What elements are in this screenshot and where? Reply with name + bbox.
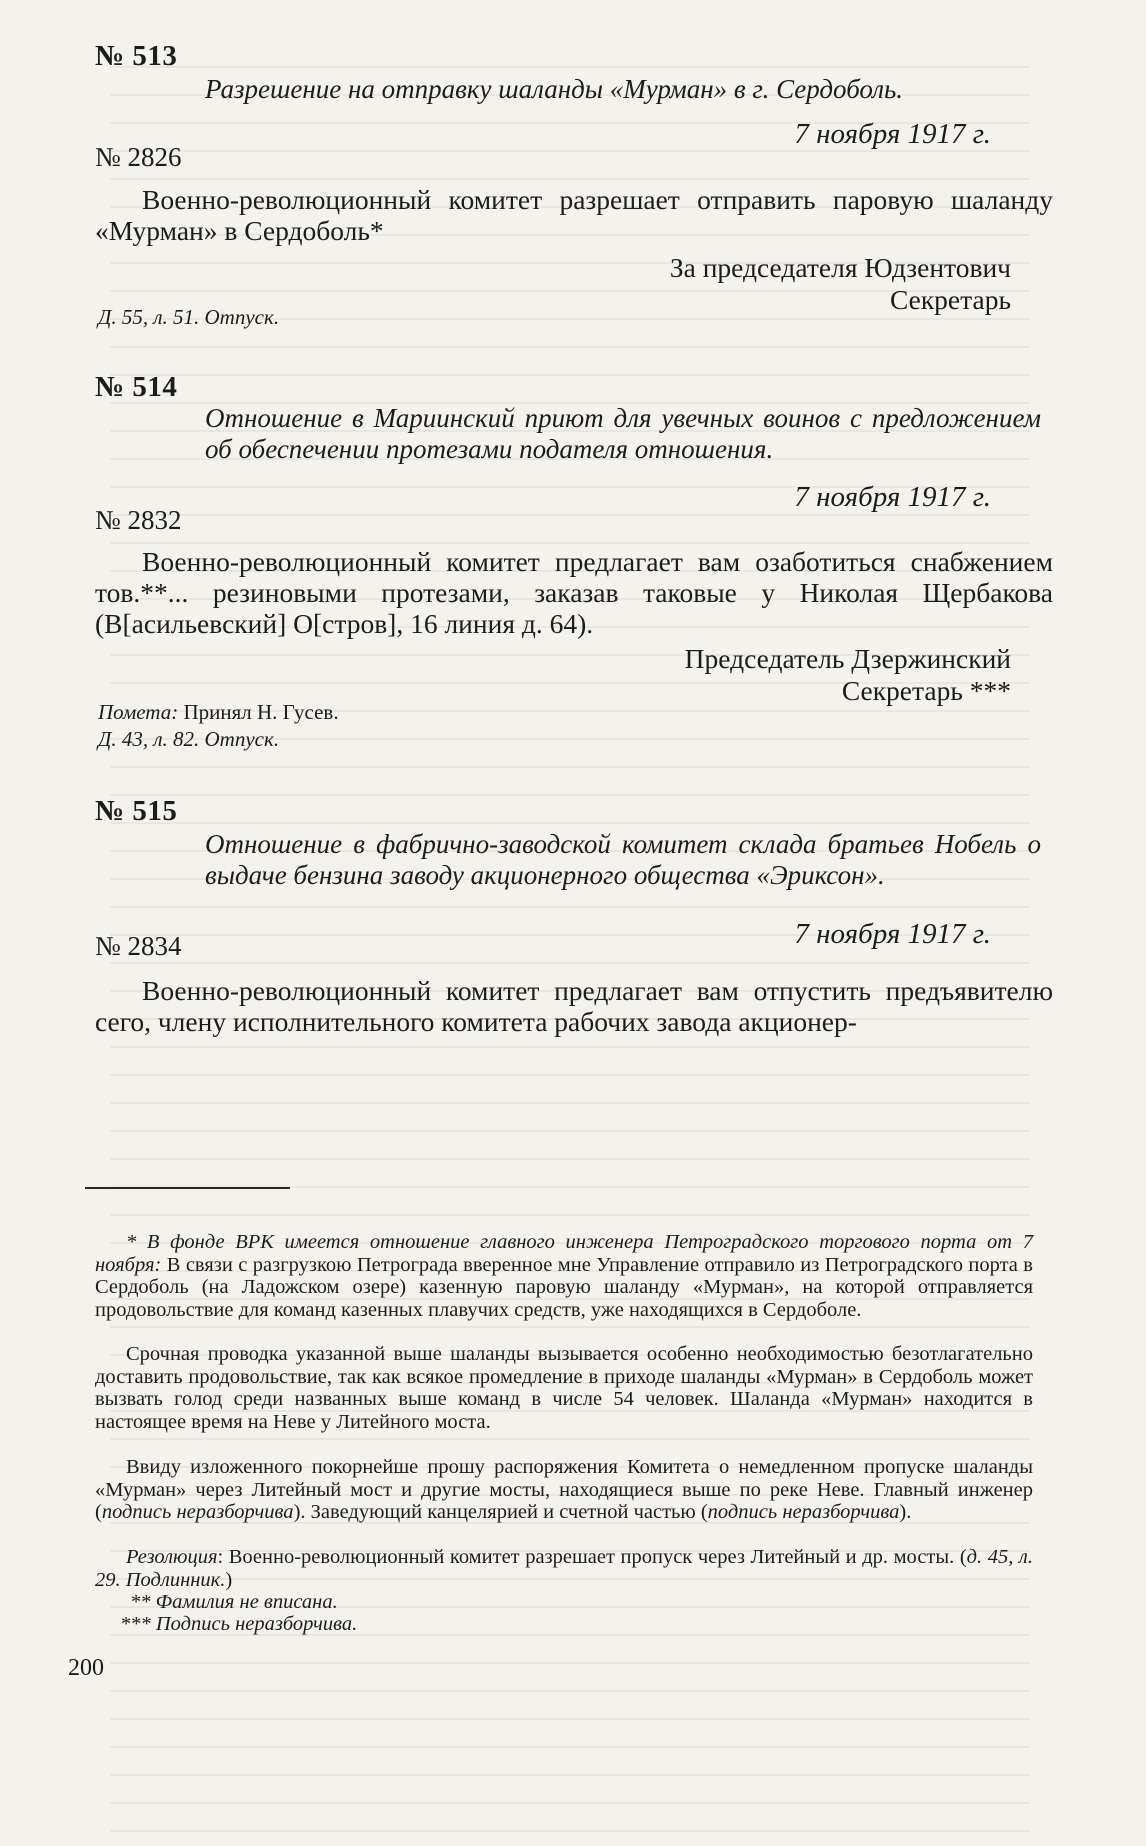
doc-515-date: 7 ноября 1917 г. <box>794 918 991 950</box>
doc-514-date: 7 ноября 1917 г. <box>794 481 991 513</box>
doc-513-signature <box>670 252 1011 316</box>
doc-513-body: Военно-революционный комитет разрешает отправить паровую шаланду «Мурман» в Сердоболь* <box>95 184 1053 246</box>
doc-515-body: Военно-революционный комитет предлагает вам отпустить предъявителю сего, члену исполнительного комитета рабочих завода акционер- <box>95 975 1053 1037</box>
doc-514-mark-label: Помета: <box>98 700 179 724</box>
doc-514-reg-number: № 2832 <box>95 505 182 535</box>
doc-513-sig-chair: За председателя Юдзентович <box>669 252 1011 283</box>
resolution-end: ) <box>225 1568 233 1591</box>
doc-513-reg-number: № 2826 <box>95 142 182 172</box>
doc-513-date: 7 ноября 1917 г. <box>794 118 991 150</box>
footnote-1-p3-illegible-2: подпись неразборчива <box>707 1501 900 1523</box>
doc-514-title: Отношение в Мариинский приют для увечных воинов с предложением об обеспечении протезами подателя отношения. <box>205 403 1041 464</box>
footnote-1-paragraph-3 <box>95 1456 1033 1524</box>
footnote-1-p3-text-b: ). Заведующий канцелярией и счетной частью ( <box>293 1501 708 1523</box>
doc-515-number: № 515 <box>95 795 178 827</box>
doc-514-sig-chair: Председатель Дзержинский <box>684 643 1011 674</box>
footnote-1-paragraph-2: Срочная проводка указанной выше шаланды вызывается особенно необходимостью безотлагательно доставить продовольствие, так как всякое промедление в приходе шаланды «Мурман» в Сердоболь может вызвать голод среди названных выше команд в числе 54 человек. Шаланда «Мурман» находится в настоящее время на Неве у Литейного моста. <box>95 1343 1033 1433</box>
footnote-2: ** Фамилия не вписана. <box>130 1591 338 1613</box>
resolution-label: Резолюция <box>126 1546 218 1568</box>
doc-513-number: № 513 <box>95 40 178 72</box>
footnote-1-p3-illegible-1: подпись неразборчива <box>101 1501 294 1523</box>
resolution-source: д. 45, л. 29. Подлинник. <box>95 1546 1033 1591</box>
doc-514-number: № 514 <box>95 371 178 403</box>
doc-515-title: Отношение в фабрично-заводской комитет склада братьев Нобель о выдаче бензина заводу акционерного общества «Эриксон». <box>205 829 1041 890</box>
resolution-text: : Военно-революционный комитет разрешает пропуск через Литейный и др. мосты. ( <box>217 1546 967 1568</box>
doc-514-body: Военно-революционный комитет предлагает вам озаботиться снабжением тов.**... резиновыми протезами, заказав таковые у Николая Щербакова (В[асильевский] О[стров], 16 линия д. 64). <box>95 546 1053 639</box>
page-number: 200 <box>68 1655 104 1681</box>
doc-513-title: Разрешение на отправку шаланды «Мурман» в г. Сердоболь. <box>205 74 904 104</box>
footnote-1-p3-text-c: ). <box>899 1501 912 1523</box>
footnote-1-intro: * В фонде ВРК имеется отношение главного инженера Петроградского торгового порта от 7 ноября: <box>95 1231 1033 1276</box>
footnote-1-resolution <box>95 1546 1033 1591</box>
doc-515-reg-number: № 2834 <box>95 931 182 961</box>
footnote-3: *** Подпись неразборчива. <box>120 1613 358 1635</box>
doc-513-sig-secretary: Секретарь <box>889 284 1011 315</box>
doc-514-mark <box>98 700 339 725</box>
doc-514-signature <box>685 643 1011 707</box>
doc-514-mark-text: Принял Н. Гусев. <box>178 700 339 724</box>
footnote-1-text: В связи с разгрузкою Петрограда вверенное мне Управление отправило из Петроградского порта в Сердоболь (на Ладожском озере) казенную паровую шаланду «Мурман», на которой отправляется продовольствие для команд казенных плавучих средств, уже находящихся в Сердоболе. <box>95 1253 1033 1321</box>
footnote-1-p3-text-a: Ввиду изложенного покорнейше прошу распоряжения Комитета о немедленном пропуске шаланды «Мурман» через Литейный мост и другие мосты, находящиеся выше по реке Неве. Главный инженер ( <box>95 1456 1033 1523</box>
footnote-1 <box>95 1231 1033 1321</box>
doc-514-archive-ref: Д. 43, л. 82. Отпуск. <box>98 727 280 751</box>
doc-513-archive-ref: Д. 55, л. 51. Отпуск. <box>98 305 280 329</box>
doc-514-sig-secretary: Секретарь *** <box>841 675 1011 706</box>
footnote-divider <box>85 1187 290 1189</box>
